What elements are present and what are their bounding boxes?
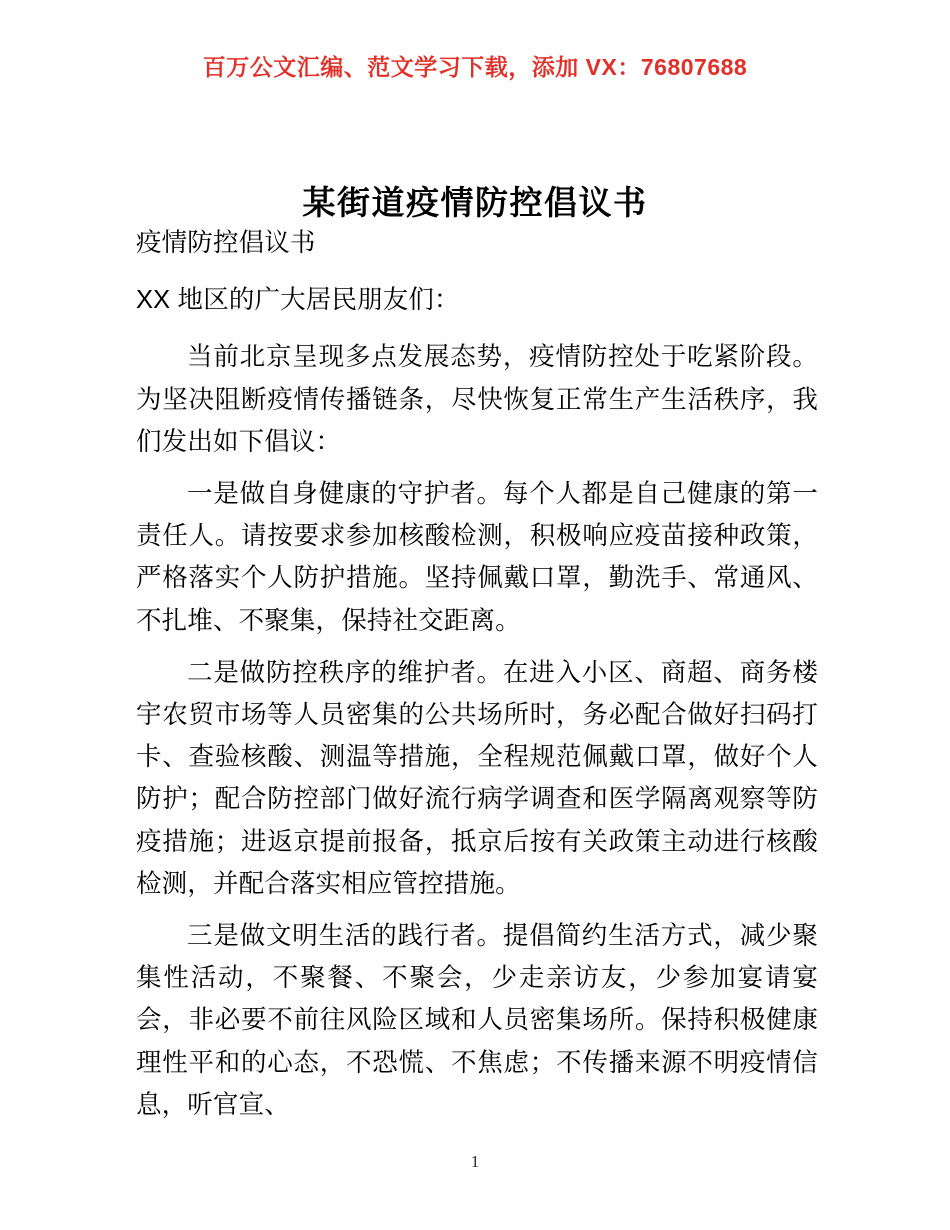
body-paragraph-3: 二是做防控秩序的维护者。在进入小区、商超、商务楼宇农贸市场等人员密集的公共场所时，务必配合做好扫码打卡、查验核酸、测温等措施，全程规范佩戴口罩，做好个人防护；配合防控部门做好流行病学调查和医学隔离观察等防疫措施；进返京提前报备，抵京后按有关政策主动进行核酸检测，并配合落实相应管控措施。 xyxy=(136,658,818,898)
document-subheading: 疫情防控倡议书 xyxy=(136,229,316,257)
page-number: 1 xyxy=(470,1152,480,1171)
body-paragraph-4: 三是做文明生活的践行者。提倡简约生活方式，减少聚集性活动，不聚餐、不聚会，少走亲访友，少参加宴请宴会，非必要不前往风险区域和人员密集场所。保持积极健康理性平和的心态，不恐慌、不焦虑；不传播来源不明疫情信息，听官宣、 xyxy=(136,922,818,1119)
document-body xyxy=(136,222,818,1136)
body-paragraph-1: 当前北京呈现多点发展态势，疫情防控处于吃紧阶段。为坚决阻断疫情传播链条，尽快恢复正常生产生活秩序，我们发出如下倡议： xyxy=(136,343,818,456)
promo-header-text: 百万公文汇编、范文学习下载，添加 VX：76807688 xyxy=(202,54,748,80)
body-paragraph-2: 一是做自身健康的守护者。每个人都是自己健康的第一责任人。请按要求参加核酸检测，积极响应疫苗接种政策，严格落实个人防护措施。坚持佩戴口罩，勤洗手、常通风、不扎堆、不聚集，保持社交距离。 xyxy=(136,480,818,635)
document-salutation: XX 地区的广大居民朋友们： xyxy=(136,286,460,315)
page-title: 某街道疫情防控倡议书 xyxy=(302,184,648,222)
